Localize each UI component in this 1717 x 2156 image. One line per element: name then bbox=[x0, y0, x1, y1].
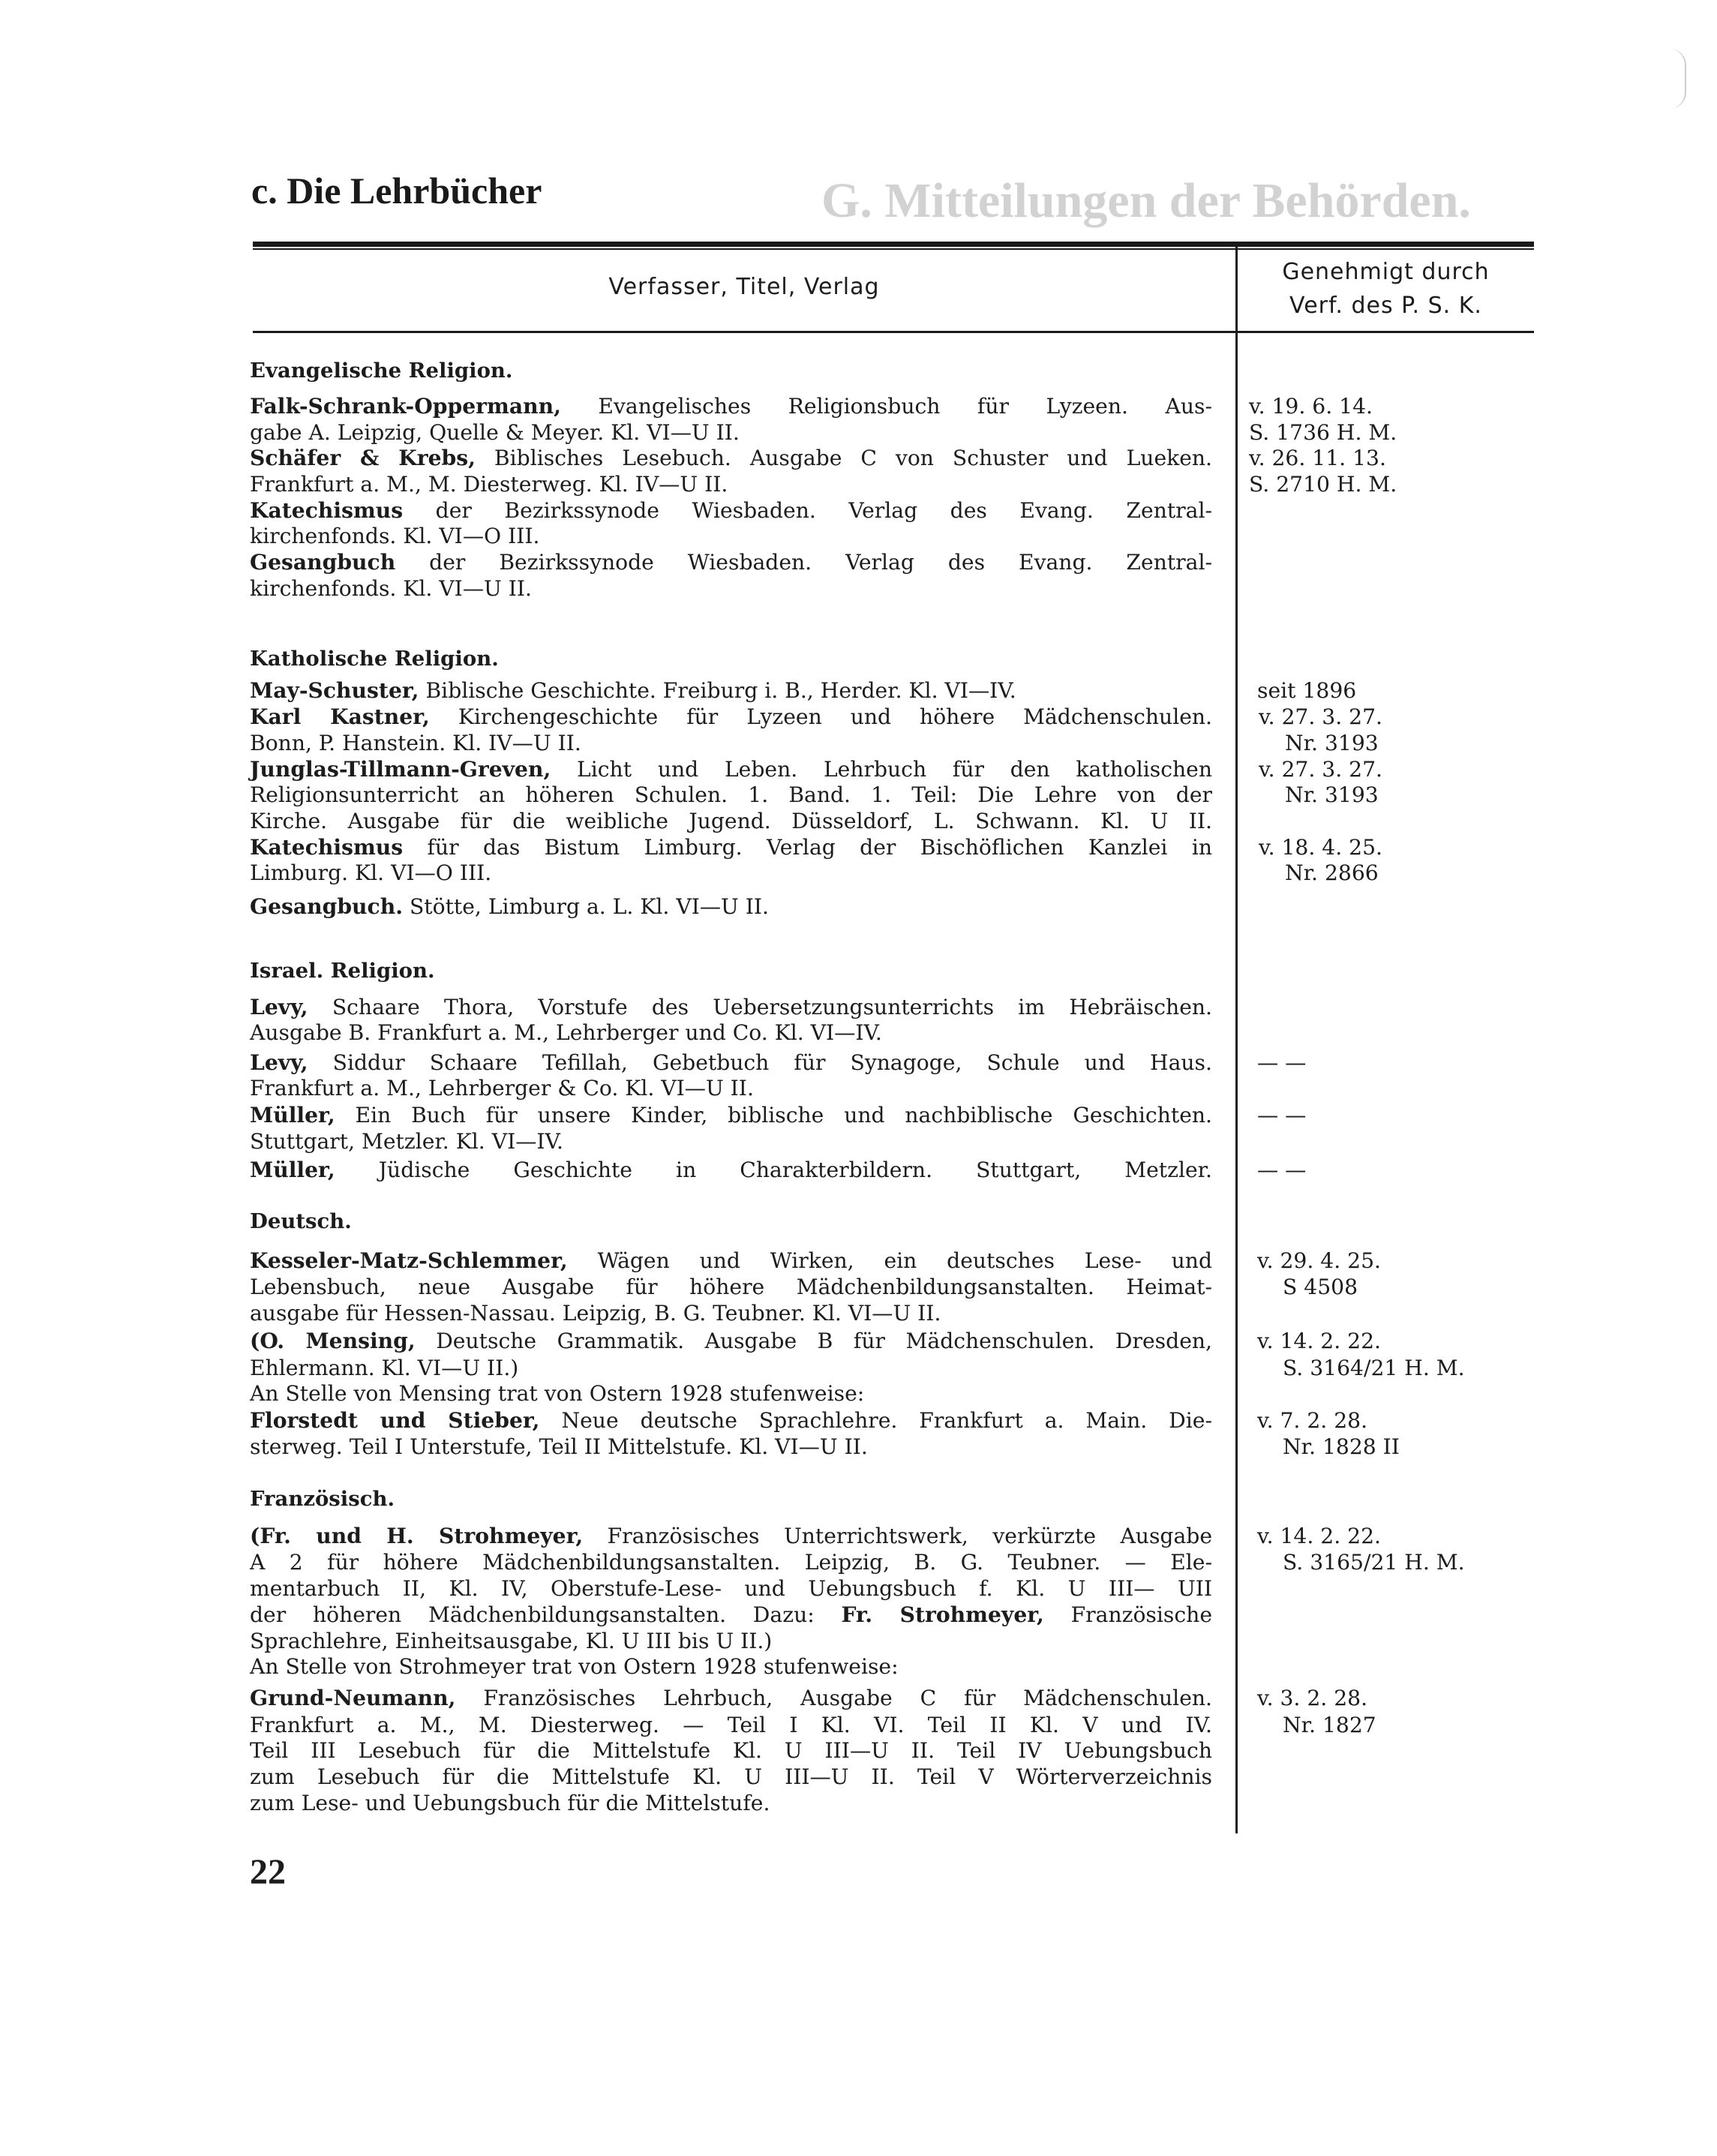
entry-line bbox=[250, 549, 1212, 576]
entry-text: Kirche. Ausgabe für die weibliche Jugend. Düsseldorf, L. Schwann. Kl. U II. bbox=[250, 809, 1212, 833]
entry-author: Schäfer & Krebs, bbox=[250, 446, 476, 470]
entry-line bbox=[250, 393, 1212, 420]
approval-date: v. 26. 11. 13. bbox=[1249, 446, 1386, 470]
entry-line bbox=[250, 1653, 1212, 1680]
entry-author: Falk-Schrank-Oppermann, bbox=[250, 394, 561, 419]
table-top-rule-thin bbox=[253, 248, 1534, 250]
approval-date: v. 3. 2. 28. bbox=[1257, 1686, 1368, 1710]
entry-text: Teil III Lesebuch für die Mittelstufe Kl. U III—U II. Teil IV Uebungsbuch bbox=[250, 1738, 1212, 1763]
entry-text: der Bezirkssynode Wiesbaden. Verlag des Evang. Zentral- bbox=[403, 498, 1212, 523]
entry-text: Französische bbox=[1043, 1602, 1212, 1627]
approval-number: Nr. 3193 bbox=[1285, 782, 1379, 807]
entry-text: Bonn, P. Hanstein. Kl. IV—U II. bbox=[250, 731, 581, 755]
entry-text: Kirchengeschichte für Lyzeen und höhere Mädchenschulen. bbox=[429, 704, 1213, 729]
entry-line bbox=[250, 1049, 1212, 1076]
entry-line bbox=[250, 782, 1212, 809]
entry-text: Sprachlehre, Einheitsausgabe, Kl. U III bis U II.) bbox=[250, 1629, 773, 1653]
approval-placeholder: — — bbox=[1257, 1050, 1307, 1075]
entry-line bbox=[250, 1764, 1212, 1791]
entry-author: Florstedt und Stieber, bbox=[250, 1408, 540, 1433]
entry-line bbox=[250, 1575, 1212, 1602]
entry-text: A 2 für höhere Mädchenbildungsanstalten. Leipzig, B. G. Teubner. — Ele- bbox=[250, 1550, 1212, 1575]
entry-text: Ausgabe B. Frankfurt a. M., Lehrberger und Co. Kl. VI—IV. bbox=[250, 1020, 882, 1045]
entry-line bbox=[250, 677, 1212, 704]
entry-line bbox=[250, 994, 1212, 1021]
entry-author: Deutsch. bbox=[250, 1209, 352, 1233]
page-edge-mark bbox=[1670, 49, 1686, 109]
approval-number: Nr. 3193 bbox=[1285, 731, 1379, 755]
entry-line bbox=[250, 1355, 1212, 1382]
column-header-approval-line2: Verf. des P. S. K. bbox=[1289, 293, 1482, 319]
entry-author: (Fr. und H. Strohmeyer, bbox=[250, 1524, 584, 1548]
entry-text: Frankfurt a. M., M. Diesterweg. — Teil I Kl. VI. Teil II Kl. V und IV. bbox=[250, 1713, 1212, 1737]
entry-text: Frankfurt a. M., M. Diesterweg. Kl. IV—U II. bbox=[250, 472, 728, 497]
entry-line bbox=[250, 730, 1212, 757]
entry-line bbox=[250, 1380, 1212, 1407]
entry-text: der Bezirkssynode Wiesbaden. Verlag des Evang. Zentral- bbox=[395, 550, 1212, 575]
approval-date: v. 7. 2. 28. bbox=[1257, 1408, 1368, 1433]
entry-author: Gesangbuch bbox=[250, 550, 396, 575]
entry-text: Stuttgart, Metzler. Kl. VI—IV. bbox=[250, 1129, 563, 1154]
approval-placeholder: — — bbox=[1257, 1103, 1307, 1128]
entry-text: Jüdische Geschichte in Charakterbildern. Stuttgart, Metzler. bbox=[335, 1158, 1212, 1182]
entry-text: sterweg. Teil I Unterstufe, Teil II Mittelstufe. Kl. VI—U II. bbox=[250, 1434, 868, 1459]
approval-number: Nr. 1828 II bbox=[1283, 1434, 1400, 1459]
entry-line bbox=[250, 1685, 1212, 1712]
approval-date: v. 27. 3. 27. bbox=[1259, 704, 1382, 729]
approval-date: v. 27. 3. 27. bbox=[1259, 757, 1382, 782]
entry-author: Evangelische Religion. bbox=[250, 359, 513, 383]
entry-text: Siddur Schaare Tefillah, Gebetbuch für Synagoge, Schule und Haus. bbox=[308, 1050, 1212, 1075]
entry-line bbox=[250, 1434, 1212, 1461]
entry-author: Katechismus bbox=[250, 835, 404, 860]
entry-text: der höheren Mädchenbildungsanstalten. Dazu: bbox=[250, 1602, 842, 1627]
entry-line bbox=[250, 1407, 1212, 1434]
entry-line bbox=[250, 1737, 1212, 1764]
entry-text: Limburg. Kl. VI—O III. bbox=[250, 860, 492, 885]
entry-text: Licht und Leben. Lehrbuch für den katholischen bbox=[551, 757, 1212, 782]
approval-number: S. 3165/21 H. M. bbox=[1283, 1550, 1465, 1575]
entry-line bbox=[250, 497, 1212, 524]
entry-line bbox=[250, 1628, 1212, 1655]
entry-text: An Stelle von Strohmeyer trat von Ostern 1928 stufenweise: bbox=[250, 1654, 899, 1679]
approval-number: S. 3164/21 H. M. bbox=[1283, 1356, 1465, 1380]
section-heading-israel bbox=[250, 957, 1212, 984]
entry-line bbox=[250, 419, 1212, 446]
entry-author: May-Schuster, bbox=[250, 678, 419, 703]
entry-line bbox=[250, 1328, 1212, 1355]
entry-text: Französisches Unterrichtswerk, verkürzte Ausgabe bbox=[583, 1524, 1212, 1548]
approval-number: S. 1736 H. M. bbox=[1249, 420, 1397, 445]
entry-text: zum Lese- und Uebungsbuch für die Mittelstufe. bbox=[250, 1791, 770, 1815]
entry-author: Französisch. bbox=[250, 1487, 395, 1511]
column-divider bbox=[1235, 242, 1238, 1833]
entry-author: Israel. Religion. bbox=[250, 959, 435, 983]
entry-text: Frankfurt a. M., Lehrberger & Co. Kl. VI—U II. bbox=[250, 1076, 754, 1101]
entry-author: Levy, bbox=[250, 995, 308, 1019]
entry-author: (O. Mensing, bbox=[250, 1329, 416, 1353]
entry-line bbox=[250, 575, 1212, 602]
entry-text: ausgabe für Hessen-Nassau. Leipzig, B. G. Teubner. Kl. VI—U II. bbox=[250, 1301, 941, 1326]
entry-author: Junglas-Tillmann-Greven, bbox=[250, 757, 551, 782]
entry-author: Müller, bbox=[250, 1103, 335, 1128]
approval-placeholder: — — bbox=[1257, 1158, 1307, 1182]
entry-text: Deutsche Grammatik. Ausgabe B für Mädchenschulen. Dresden, bbox=[415, 1329, 1212, 1353]
table-header-rule bbox=[253, 331, 1534, 333]
entry-author: Katechismus bbox=[250, 498, 404, 523]
entry-line bbox=[250, 1549, 1212, 1576]
entry-text: gabe A. Leipzig, Quelle & Meyer. Kl. VI—U II. bbox=[250, 420, 740, 445]
approval-number: S. 2710 H. M. bbox=[1249, 472, 1397, 497]
entry-text: Neue deutsche Sprachlehre. Frankfurt a. Main. Die- bbox=[539, 1408, 1212, 1433]
entry-text: kirchenfonds. Kl. VI—U II. bbox=[250, 576, 532, 601]
approval-date: v. 19. 6. 14. bbox=[1249, 394, 1373, 419]
entry-line bbox=[250, 523, 1212, 550]
entry-line bbox=[250, 1128, 1212, 1155]
entry-text: kirchenfonds. Kl. VI—O III. bbox=[250, 524, 540, 548]
entry-line bbox=[250, 1602, 1212, 1629]
entry-line bbox=[250, 834, 1212, 861]
entry-text: Ehlermann. Kl. VI—U II.) bbox=[250, 1356, 519, 1380]
entry-line bbox=[250, 1274, 1212, 1301]
entry-line bbox=[250, 1075, 1212, 1102]
entry-author: Karl Kastner, bbox=[250, 704, 430, 729]
entry-line bbox=[250, 1019, 1212, 1046]
bleed-through-title: G. Mitteilungen der Behörden. bbox=[821, 173, 1471, 228]
entry-author: Müller, bbox=[250, 1158, 335, 1182]
approval-date: v. 18. 4. 25. bbox=[1259, 835, 1382, 860]
approval-date: seit 1896 bbox=[1257, 678, 1357, 703]
section-heading-deutsch bbox=[250, 1208, 1212, 1235]
entry-line bbox=[250, 756, 1212, 783]
column-header-approval-line1: Genehmigt durch bbox=[1282, 259, 1490, 285]
column-header-main: Verfasser, Titel, Verlag bbox=[608, 274, 880, 300]
entry-line bbox=[250, 860, 1212, 887]
section-heading-evangelische bbox=[250, 357, 1212, 384]
approval-number: Nr. 1827 bbox=[1283, 1713, 1376, 1737]
entry-author: Fr. Strohmeyer, bbox=[841, 1602, 1044, 1627]
entry-text: mentarbuch II, Kl. IV, Oberstufe-Lese- und Uebungsbuch f. Kl. U III— UII bbox=[250, 1576, 1212, 1601]
entry-text: Lebensbuch, neue Ausgabe für höhere Mädchenbildungsanstalten. Heimat- bbox=[250, 1275, 1212, 1299]
entry-text: für das Bistum Limburg. Verlag der Bischöflichen Kanzlei in bbox=[403, 835, 1212, 860]
approval-date: v. 14. 2. 22. bbox=[1257, 1524, 1381, 1548]
entry-line bbox=[250, 704, 1212, 731]
entry-author: Gesangbuch. bbox=[250, 894, 404, 919]
section-heading-franzoesisch bbox=[250, 1485, 1212, 1512]
entry-line bbox=[250, 1300, 1212, 1327]
entry-text: zum Lesebuch für die Mittelstufe Kl. U III—U II. Teil V Wörterverzeichnis bbox=[250, 1764, 1212, 1789]
approval-date: v. 14. 2. 22. bbox=[1257, 1329, 1381, 1353]
entry-line bbox=[250, 1712, 1212, 1739]
entry-text: Französisches Lehrbuch, Ausgabe C für Mädchenschulen. bbox=[455, 1686, 1212, 1710]
approval-date: v. 29. 4. 25. bbox=[1257, 1248, 1381, 1273]
page-number: 22 bbox=[250, 1852, 286, 1892]
entry-line bbox=[250, 808, 1212, 835]
entry-author: Kesseler-Matz-Schlemmer, bbox=[250, 1248, 568, 1273]
entry-text: An Stelle von Mensing trat von Ostern 1928 stufenweise: bbox=[250, 1381, 865, 1406]
column-header-approval bbox=[1238, 255, 1534, 323]
entry-line bbox=[250, 1157, 1212, 1184]
approval-number: S 4508 bbox=[1283, 1275, 1358, 1299]
approval-number: Nr. 2866 bbox=[1285, 860, 1379, 885]
entry-line bbox=[250, 471, 1212, 498]
entry-line bbox=[250, 445, 1212, 472]
entry-text: Schaare Thora, Vorstufe des Uebersetzungsunterrichts im Hebräischen. bbox=[308, 995, 1212, 1019]
entry-text: Stötte, Limburg a. L. Kl. VI—U II. bbox=[403, 894, 769, 919]
entry-line bbox=[250, 1248, 1212, 1275]
entry-line bbox=[250, 1102, 1212, 1129]
entry-author: Levy, bbox=[250, 1050, 308, 1075]
section-heading-katholische bbox=[250, 645, 1212, 672]
entry-text: Ein Buch für unsere Kinder, biblische und nachbiblische Geschichten. bbox=[335, 1103, 1212, 1128]
page-heading: c. Die Lehrbücher bbox=[251, 170, 542, 212]
entry-author: Grund-Neumann, bbox=[250, 1686, 456, 1710]
entry-line bbox=[250, 1523, 1212, 1550]
entry-text: Biblische Geschichte. Freiburg i. B., Herder. Kl. VI—IV. bbox=[419, 678, 1016, 703]
entry-text: Religionsunterricht an höheren Schulen. 1. Band. 1. Teil: Die Lehre von der bbox=[250, 782, 1212, 807]
table-top-rule bbox=[253, 242, 1534, 247]
entry-text: Wägen und Wirken, ein deutsches Lese- und bbox=[567, 1248, 1212, 1273]
entry-author: Katholische Religion. bbox=[250, 647, 499, 671]
entry-text: Evangelisches Religionsbuch für Lyzeen. Aus- bbox=[560, 394, 1212, 419]
entry-text: Biblisches Lesebuch. Ausgabe C von Schuster und Lueken. bbox=[475, 446, 1212, 470]
entry-line bbox=[250, 1790, 1212, 1817]
entry-line bbox=[250, 893, 1212, 920]
